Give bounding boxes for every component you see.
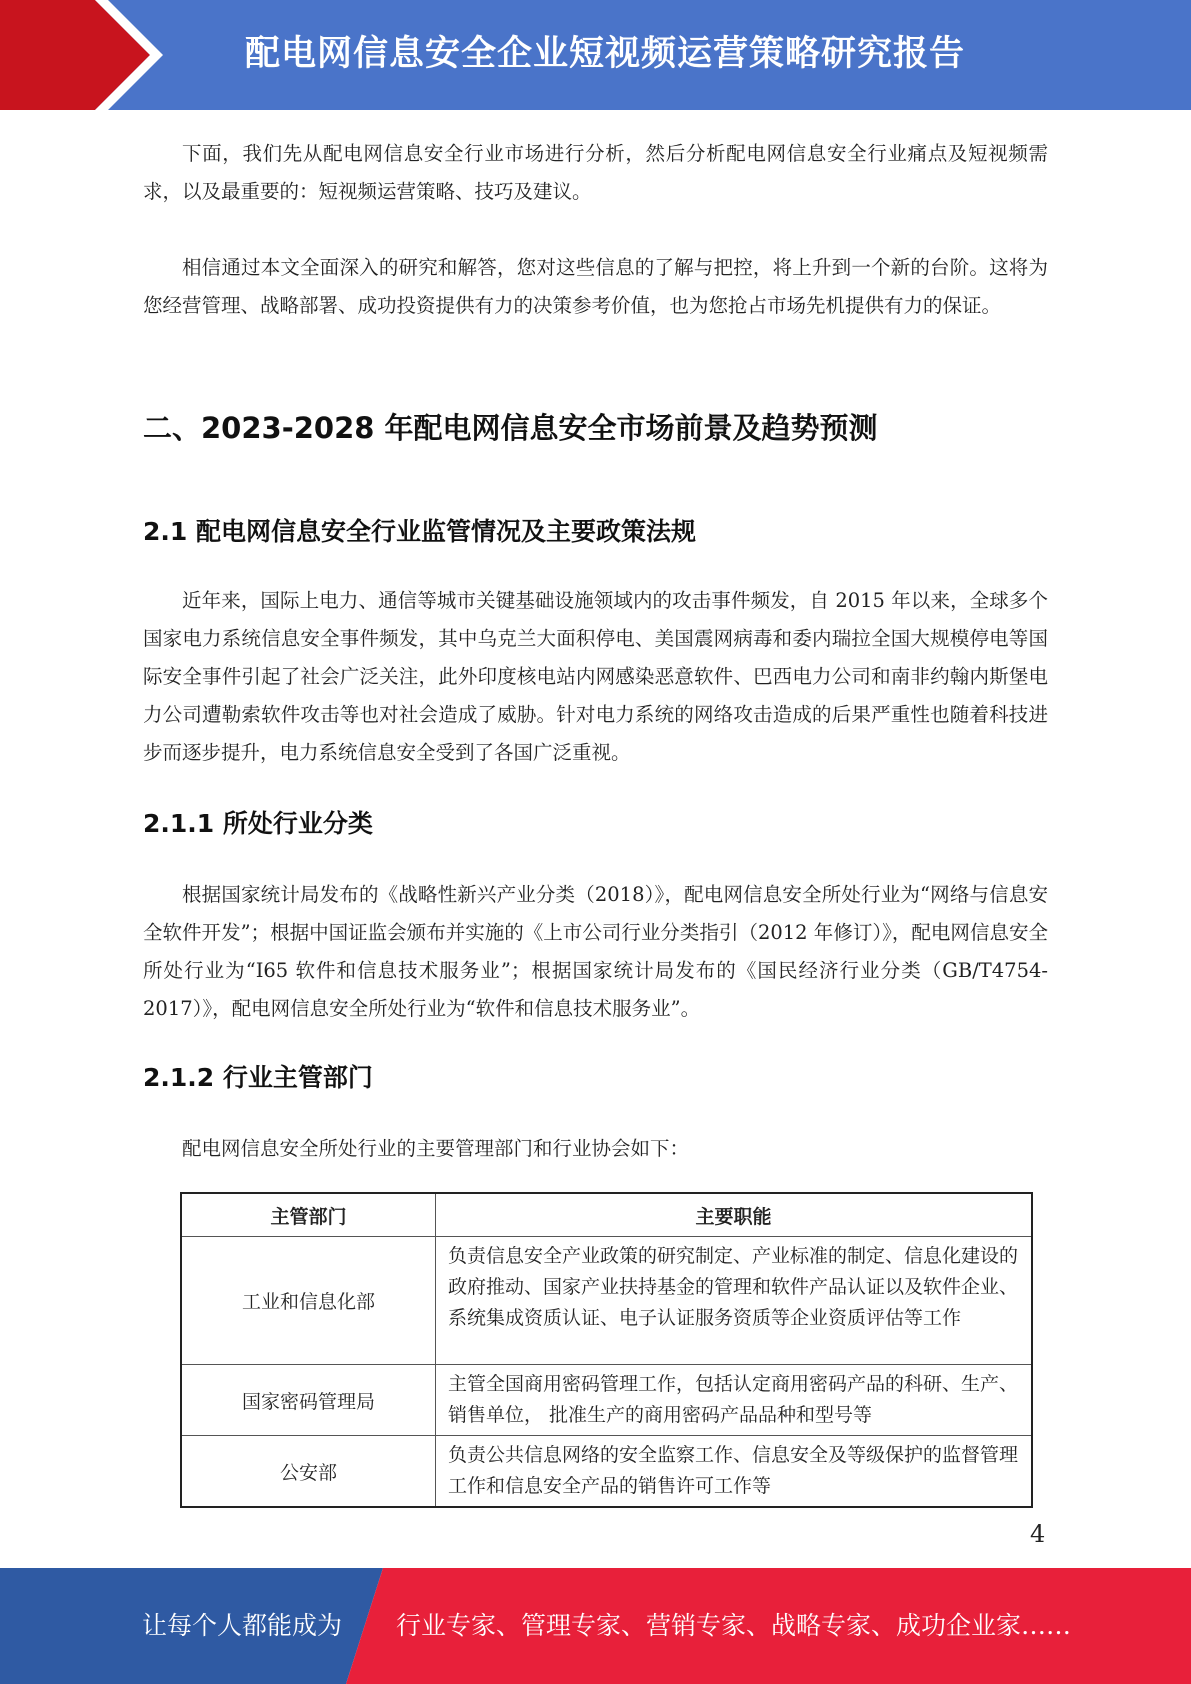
- dept-cell: 工业和信息化部: [181, 1237, 436, 1365]
- column-header-dept: 主管部门: [181, 1193, 436, 1237]
- intro-paragraph-1: 下面，我们先从配电网信息安全行业市场进行分析，然后分析配电网信息安全行业痛点及短视频需求，以及最重要的：短视频运营策略、技巧及建议。: [143, 142, 1048, 203]
- paragraph-2-1-2: 配电网信息安全所处行业的主要管理部门和行业协会如下：: [182, 1137, 690, 1160]
- subsection-heading-2-1: 2.1 配电网信息安全行业监管情况及主要政策法规: [143, 517, 696, 546]
- duty-cell: 负责公共信息网络的安全监察工作、信息安全及等级保护的监督管理工作和信息安全产品的销售许可工作等: [436, 1436, 1033, 1508]
- duty-cell: 主管全国商用密码管理工作，包括认定商用密码产品的科研、生产、销售单位， 批准生产的商用密码产品品种和型号等: [436, 1365, 1033, 1436]
- intro-paragraph-2: 相信通过本文全面深入的研究和解答，您对这些信息的了解与把控，将上升到一个新的台阶。这将为您经营管理、战略部署、成功投资提供有力的决策参考价值，也为您抢占市场先机提供有力的保证。: [143, 256, 1048, 317]
- table-row: [181, 1237, 1032, 1365]
- column-header-duty: 主要职能: [436, 1193, 1033, 1237]
- table-header-row: [181, 1193, 1032, 1237]
- duty-cell: 负责信息安全产业政策的研究制定、产业标准的制定、信息化建设的政府推动、国家产业扶持基金的管理和软件产品认证以及软件企业、系统集成资质认证、电子认证服务资质等企业资质评估等工作: [436, 1237, 1033, 1365]
- subsection-heading-2-1-1: 2.1.1 所处行业分类: [143, 809, 373, 838]
- dept-cell: 国家密码管理局: [181, 1365, 436, 1436]
- report-title: 配电网信息安全企业短视频运营策略研究报告: [245, 34, 966, 74]
- paragraph-2-1: 近年来，国际上电力、通信等城市关键基础设施领域内的攻击事件频发，自 2015 年以来，全球多个国家电力系统信息安全事件频发，其中乌克兰大面积停电、美国震网病毒和委内瑞拉全国大规模停电等国际安全事件引起了社会广泛关注，此外印度核电站内网感染恶意软件、巴西电力公司和南非约翰内斯堡电力公司遭勒索软件攻击等也对社会造成了威胁。针对电力系统的网络攻击造成的后果严重性也随着科技进步而逐步提升，电力系统信息安全受到了各国广泛重视。: [143, 589, 1048, 764]
- table-row: [181, 1436, 1032, 1508]
- section-heading-2: 二、2023-2028 年配电网信息安全市场前景及趋势预测: [143, 411, 878, 445]
- authority-table: [180, 1192, 1033, 1508]
- page-footer-banner: [0, 1568, 1191, 1684]
- footer-slogan-left: 让每个人都能成为: [142, 1611, 343, 1640]
- page-number: 4: [1030, 1520, 1046, 1548]
- table-row: [181, 1365, 1032, 1436]
- footer-slogan-right: 行业专家、管理专家、营销专家、战略专家、成功企业家……: [396, 1611, 1072, 1640]
- subsection-heading-2-1-2: 2.1.2 行业主管部门: [143, 1063, 373, 1092]
- page-header-banner: [0, 0, 1191, 110]
- dept-cell: 公安部: [181, 1436, 436, 1508]
- paragraph-2-1-1: 根据国家统计局发布的《战略性新兴产业分类（2018）》，配电网信息安全所处行业为“网络与信息安全软件开发”；根据中国证监会颁布并实施的《上市公司行业分类指引（2012 年修订）》，配电网信息安全所处行业为“I65 软件和信息技术服务业”；根据国家统计局发布的《国民经济行业分类（GB/T4754-2017）》，配电网信息安全所处行业为“软件和信息技术服务业”。: [143, 883, 1048, 1020]
